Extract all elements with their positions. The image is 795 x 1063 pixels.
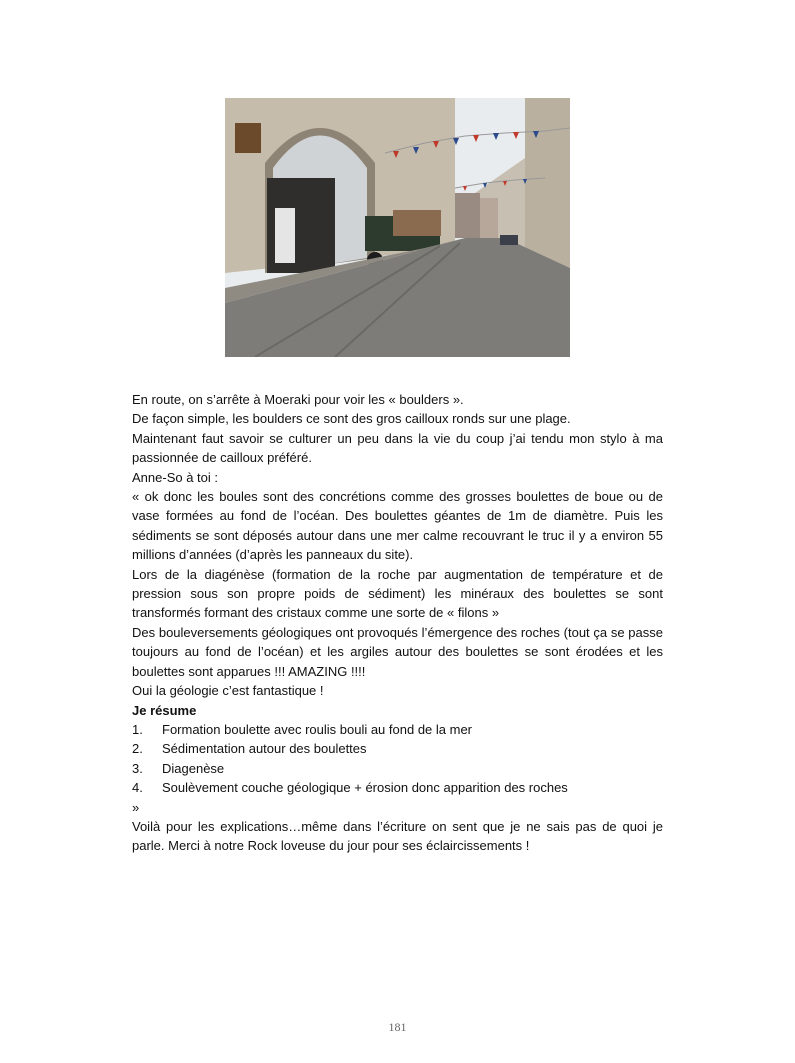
list-number: 1. <box>132 721 143 737</box>
paragraph: Maintenant faut savoir se culturer un peu dans la vie du coup j’ai tendu mon stylo à ma passionnée de cailloux préféré. <box>132 430 663 466</box>
closing-quote: » <box>132 799 140 815</box>
summary-heading: Je résume <box>132 702 197 718</box>
list-number: 2. <box>132 741 143 757</box>
paragraph: Des bouleversements géologiques ont provoqués l’émergence des roches (tout ça se passe toujours au fond de l’océan) et les argiles autour des boulettes se sont érodées et les boulettes sont apparues !!! AMAZING !!!! <box>132 624 663 679</box>
article-text <box>132 390 663 856</box>
paragraph: De façon simple, les boulders ce sont des gros cailloux ronds sur une plage. <box>132 411 571 427</box>
list-text: Sédimentation autour des boulettes <box>162 741 367 757</box>
final-paragraph: Voilà pour les explications…même dans l’écriture on sent que je ne sais pas de quoi je parle. Merci à notre Rock loveuse du jour pour ses éclaircissements ! <box>132 818 663 854</box>
list-item <box>132 720 663 739</box>
list-text: Diagenèse <box>162 760 225 776</box>
paragraph: Oui la géologie c’est fantastique ! <box>132 683 324 699</box>
list-text: Formation boulette avec roulis bouli au fond de la mer <box>162 721 473 737</box>
list-item <box>132 778 663 797</box>
paragraph: En route, on s’arrête à Moeraki pour voir les « boulders ». <box>132 392 464 407</box>
paragraph: Lors de la diagénèse (formation de la roche par augmentation de température et de pression sous son propre poids de sédiment) les minéraux des boulettes se sont transformés formant des cristaux comme une sorte de « filons » <box>132 566 663 621</box>
paragraph: « ok donc les boules sont des concrétions comme des grosses boulettes de boue ou de vase formées au fond de l’océan. Des boulettes géantes de 1m de diamètre. Puis les sédiments se sont déposés autour dans une mer calme recouvrant le truc il y a environ 55 millions d’années (d’après les panneaux du site). <box>132 489 663 563</box>
page-number: 181 <box>388 1020 407 1034</box>
list-item <box>132 759 663 778</box>
list-number: 3. <box>132 760 143 776</box>
list-number: 4. <box>132 780 143 796</box>
street-photo-icon <box>225 98 570 357</box>
summary-list <box>132 720 663 798</box>
street-photo <box>225 98 570 357</box>
paragraph: Anne-So à toi : <box>132 469 218 485</box>
list-item <box>132 739 663 758</box>
list-text: Soulèvement couche géologique + érosion donc apparition des roches <box>162 780 568 796</box>
